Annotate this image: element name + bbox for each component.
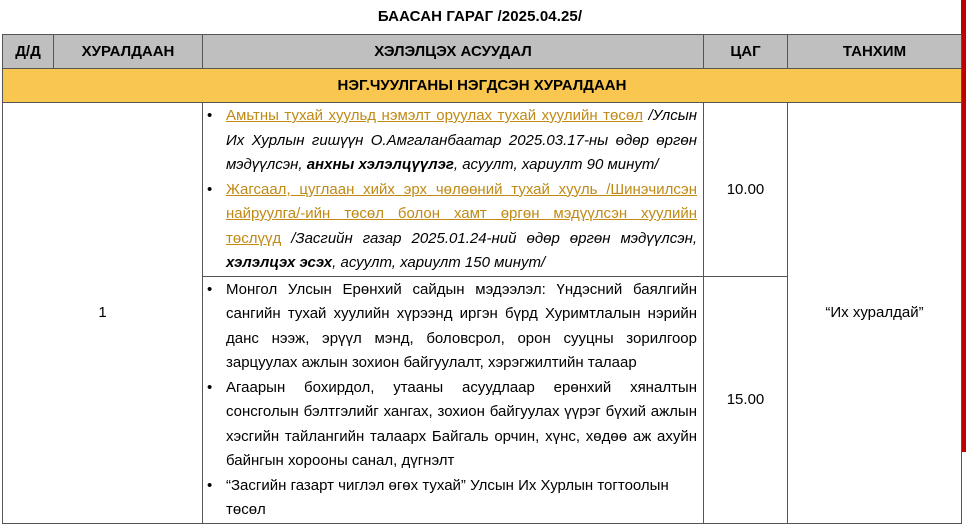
topic-list-morning <box>203 104 703 276</box>
item-detail: /Улсын Их Хурлын гишүүн О.Амгаланбаатар 2025.03.17-ны өдөр өргөн мэдүүлсэн, <box>226 107 697 173</box>
bullet-icon: • <box>207 280 213 298</box>
item-detail: /Засгийн газар 2025.01.24-ний өдөр өргөн мэдүүлсэн, <box>281 229 697 247</box>
list-item <box>203 104 703 178</box>
item-text: “Засгийн газарт чиглэл өгөх тухай” Улсын Их Хурлын тогтоолын төсөл <box>226 476 669 518</box>
topic-list-afternoon <box>203 278 703 523</box>
item-detail-end: , асуулт, хариулт 90 минут/ <box>453 156 659 173</box>
time-afternoon: 15.00 <box>704 276 788 523</box>
bill-link[interactable]: Жагсаал, цуглаан хийх эрх чөлөөний тухай хууль /Шинэчилсэн найруулга/-ийн төсөл болон хамт өргөн мэдүүлсэн хуулийн төслүүд <box>226 180 697 247</box>
list-item <box>203 278 703 376</box>
bullet-icon: • <box>207 107 213 124</box>
schedule-table <box>2 34 962 524</box>
bullet-icon: • <box>207 476 213 494</box>
row-number: 1 <box>3 103 203 524</box>
item-stage: анхны хэлэлцүүлэг <box>306 156 454 173</box>
header-row <box>3 35 962 69</box>
section-row <box>3 69 962 103</box>
header-meeting: ХУРАЛДААН <box>54 35 203 69</box>
topics-cell-afternoon <box>203 276 704 523</box>
topics-cell-morning <box>203 103 704 277</box>
bullet-icon: • <box>207 378 213 396</box>
item-stage: хэлэлцэх эсэх <box>226 254 333 271</box>
list-item <box>203 474 703 523</box>
list-item <box>203 376 703 474</box>
section-title: НЭГ.ЧУУЛГАНЫ НЭГДСЭН ХУРАЛДААН <box>3 69 962 103</box>
header-topic: ХЭЛЭЛЦЭХ АСУУДАЛ <box>203 35 704 69</box>
bullet-icon: • <box>207 180 213 198</box>
item-detail-end: , асуулт, хариулт 150 минут/ <box>332 254 546 271</box>
room-name: “Их хуралдай” <box>788 103 962 524</box>
table-row <box>3 103 962 277</box>
header-time: ЦАГ <box>704 35 788 69</box>
bill-link[interactable]: Амьтны тухай хуульд нэмэлт оруулах тухай хуулийн төсөл <box>226 107 643 124</box>
list-item <box>203 178 703 276</box>
time-morning: 10.00 <box>704 103 788 277</box>
item-text: Монгол Улсын Ерөнхий сайдын мэдээлэл: Үндэсний баялгийн сангийн тухай хуулийн хүрээнд иргэн бүрд Хуримтлалын нэрийн данс нээж, эрүүл мэнд, боловсрол, орон сууцны зорилгоор зарцуулах ажлын зохион байгуулалт, хэрэгжилтийн талаар <box>226 280 697 371</box>
page-title: БААСАН ГАРАГ /2025.04.25/ <box>377 8 583 25</box>
item-text: Агаарын бохирдол, утааны асуудлаар ерөнхий хяналтын сонсголын бэлтгэлийг хангах, зохион байгуулах үүрэг бүхий ажлын хэсгийн тайлангийн талаарх Байгаль орчин, хүнс, хөдөө аж ахуйн байнгын хорооны санал, дүгнэлт <box>226 378 697 469</box>
header-num: Д/Д <box>3 35 54 69</box>
header-room: ТАНХИМ <box>788 35 962 69</box>
